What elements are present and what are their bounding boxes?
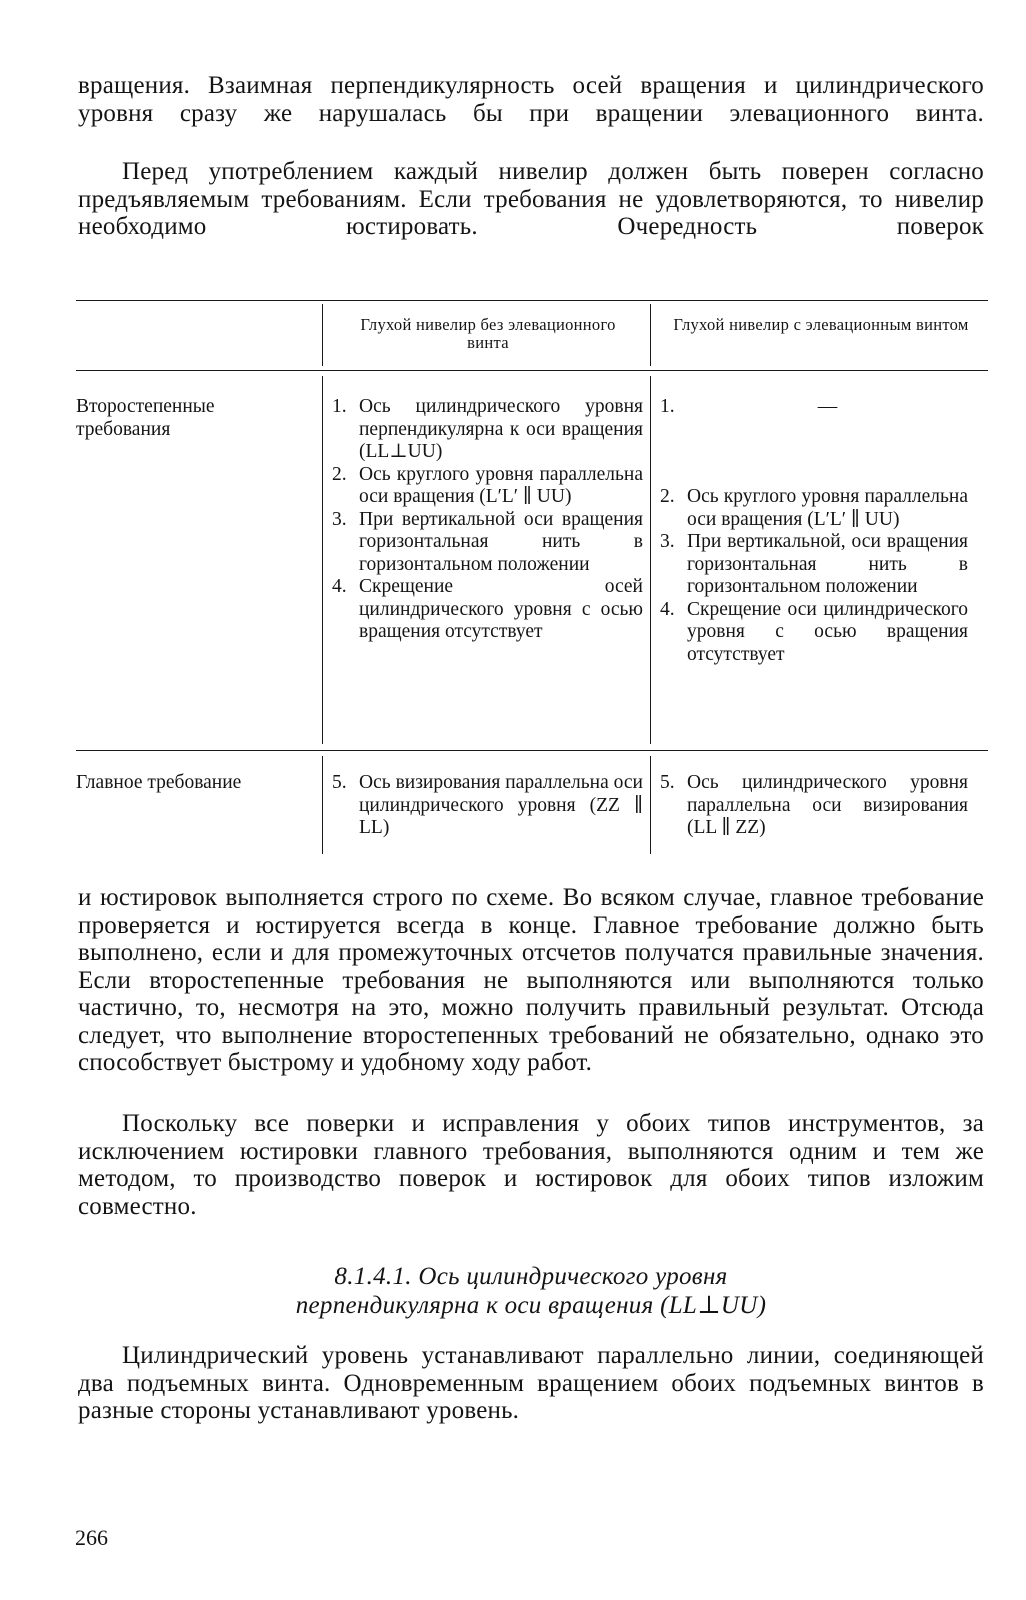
table-divider (322, 756, 323, 854)
table-top-rule (76, 300, 988, 301)
requirements-table (76, 300, 988, 872)
list-item: 5. Ось цилиндрического уровня параллельна оси визирования (LL ∥ ZZ) (660, 772, 968, 838)
list-item: 1. Ось цилиндрического уровня перпендикулярна к оси вращения (LL⊥UU) (332, 396, 643, 462)
row-label-secondary: Второстепенные требования (76, 396, 215, 440)
table-header-rule (76, 370, 988, 371)
table-divider (650, 756, 651, 854)
list-item: 3. При вертикальной оси вращения горизонтальная нить в горизонтальном положении (332, 508, 643, 575)
col1-main-item (332, 772, 643, 840)
page-number: 266 (75, 1525, 108, 1550)
row-label-main: Главное требование (76, 772, 242, 793)
table-divider (650, 304, 651, 366)
list-item: 4. Скрещение оси цилиндрического уровня с осью вращения отсутствует (660, 598, 968, 665)
section-heading (78, 1262, 984, 1320)
list-item: 5. Ось визирования параллельна оси цилиндрического уровня (ZZ ∥ LL) (332, 772, 643, 838)
col2-main-item (660, 772, 968, 840)
list-item: 2. Ось круглого уровня параллельна оси вращения (L′L′ ∥ UU) (332, 463, 643, 507)
col1-secondary-items (332, 396, 643, 644)
paragraph-verification-intro: Перед употреблением каждый нивелир должен быть поверен согласно предъявляемым требованиям. Если требования не удовлетворяются, то нивелир необходимо юстировать. Очередность поверок (78, 158, 984, 240)
list-item: 2. Ось круглого уровня параллельна оси вращения (L′L′ ∥ UU) (660, 486, 968, 530)
list-item: 1. — (660, 396, 838, 417)
paragraph-joint-description: Поскольку все поверки и исправления у обоих типов инструментов, за исключением юстировки главного требования, выполняются одним и тем же методом, то производство поверок и юстировок для обоих типов изложим совместно. (78, 1110, 984, 1220)
table-divider (322, 304, 323, 366)
list-item: 3. При вертикальной, оси вращения горизонтальная нить в горизонтальном положении (660, 531, 968, 597)
table-row-rule (76, 750, 988, 751)
paragraph-schema: и юстировок выполняется строго по схеме. Во всяком случае, главное требование проверяется и юстируется всегда в конце. Главное требование должно быть выполнено, если и для промежуточных отсчетов получатся правильные значения. Если второстепенные требования не выполняются или выполняются только частично, то, несмотря на это, можно получить правильный результат. Отсюда следует, что выполнение второстепенных требований не обязательно, однако это способствует быстрому и удобному ходу работ. (78, 884, 984, 1076)
col2-secondary-items (660, 396, 968, 666)
list-item: 4. Скрещение осей цилиндрического уровня с осью вращения отсутствует (332, 576, 643, 642)
col2-header: Глухой нивелир с элевационным винтом (673, 315, 969, 334)
table-divider (322, 376, 323, 744)
paragraph-cylindrical-level: Цилиндрический уровень устанавливают параллельно линии, соединяющей два подъемных винта. Одновременным вращением обоих подъемных винтов в разные стороны устанавливают уровень. (78, 1342, 984, 1424)
paragraph-continuation: вращения. Взаимная перпендикулярность осей вращения и цилиндрического уровня сразу же нарушалась бы при вращении элевационного винта. (78, 72, 984, 127)
table-divider (650, 376, 651, 744)
heading-line-2: перпендикулярна к оси вращения (LL⊥UU) (295, 1292, 767, 1319)
col1-header: Глухой нивелир без элевационного винта (360, 315, 616, 352)
heading-line-1: 8.1.4.1. Ось цилиндрического уровня (334, 1263, 728, 1290)
